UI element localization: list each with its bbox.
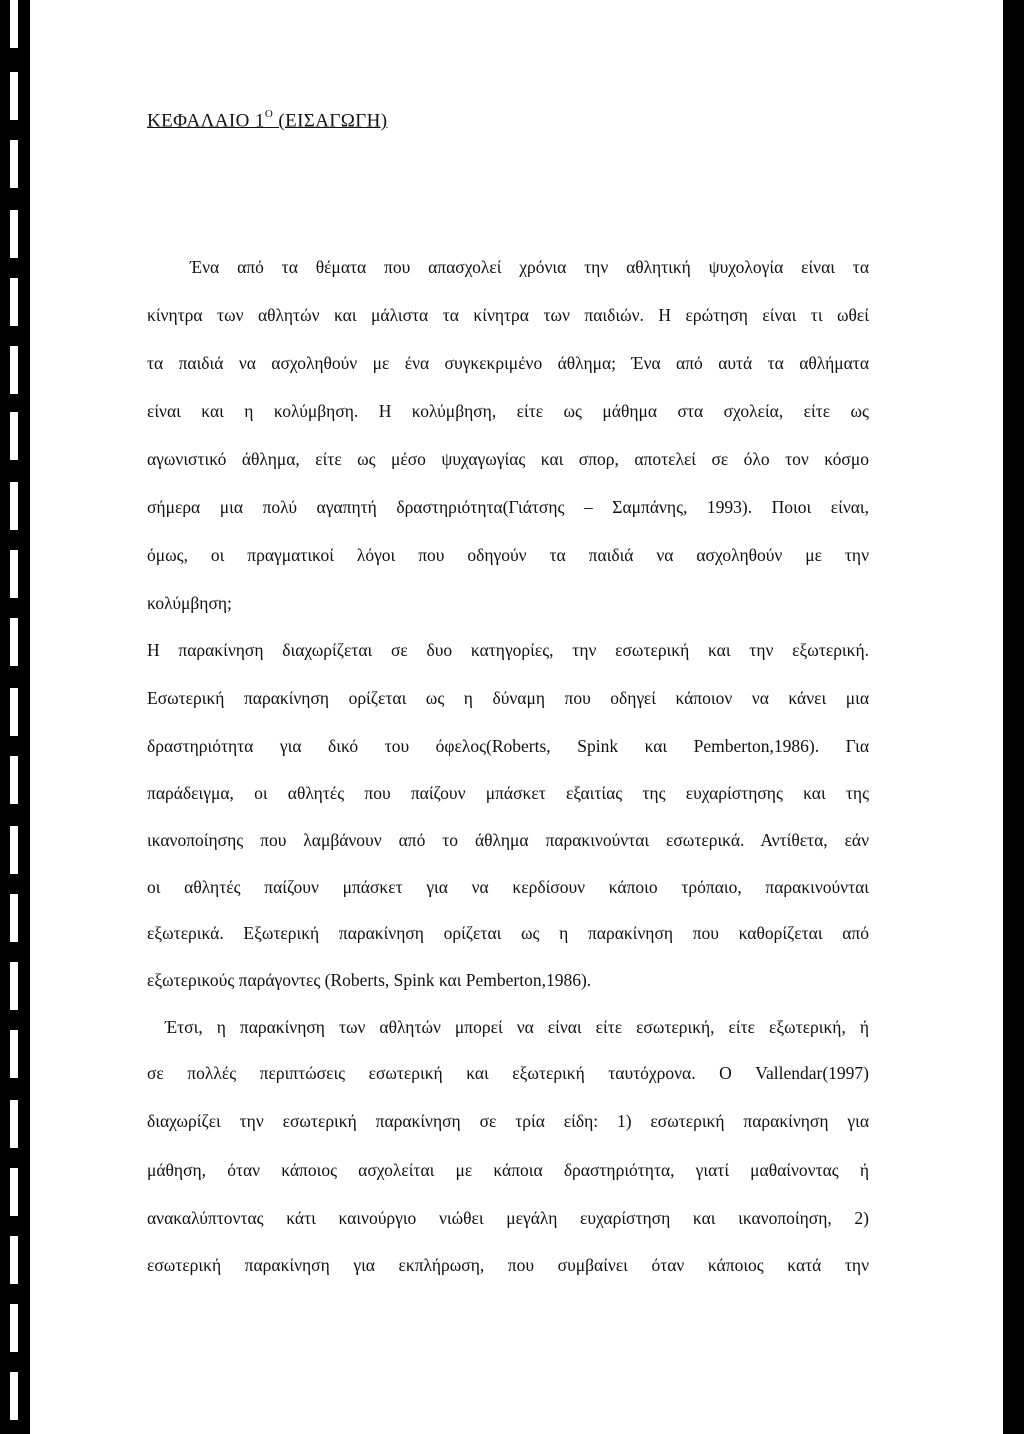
sprocket-hole: [10, 1030, 18, 1078]
text-line: κίνητρα των αθλητών και μάλιστα τα κίνητρα των παιδιών. Η ερώτηση είναι τι ωθεί: [147, 305, 869, 325]
chapter-heading-suffix: (ΕΙΣΑΓΩΓΗ): [273, 110, 388, 132]
text-line: μάθηση, όταν κάποιος ασχολείται με κάποια δραστηριότητα, γιατί μαθαίνοντας ή: [147, 1160, 869, 1180]
text-line: οι αθλητές παίζουν μπάσκετ για να κερδίσουν κάποιο τρόπαιο, παρακινούνται: [147, 877, 869, 897]
sprocket-hole: [10, 1304, 18, 1352]
sprocket-hole: [10, 72, 18, 120]
text-line: Ένα από τα θέματα που απασχολεί χρόνια την αθλητική ψυχολογία είναι τα: [190, 257, 869, 277]
sprocket-hole: [10, 482, 18, 530]
text-line: εσωτερική παρακίνηση για εκπλήρωση, που συμβαίνει όταν κάποιος κατά την: [147, 1255, 869, 1275]
text-line: σήμερα μια πολύ αγαπητή δραστηριότητα(Γιάτσης – Σαμπάνης, 1993). Ποιοι είναι,: [147, 497, 869, 517]
sprocket-hole: [10, 346, 18, 394]
sprocket-hole: [10, 894, 18, 942]
text-line: είναι και η κολύμβηση. Η κολύμβηση, είτε ως μάθημα στα σχολεία, είτε ως: [147, 401, 869, 421]
text-line: κολύμβηση;: [147, 593, 232, 613]
chapter-heading-prefix: ΚΕΦΑΛΑΙΟ 1: [147, 110, 265, 132]
sprocket-hole: [10, 1372, 18, 1420]
text-line: ανακαλύπτοντας κάτι καινούργιο νιώθει μεγάλη ευχαρίστηση και ικανοποίηση, 2): [147, 1208, 869, 1228]
text-line: τα παιδιά να ασχοληθούν με ένα συγκεκριμένο άθλημα; Ένα από αυτά τα αθλήματα: [147, 353, 869, 373]
text-line: Έτσι, η παρακίνηση των αθλητών μπορεί να είναι είτε εσωτερική, είτε εξωτερική, ή: [165, 1017, 869, 1037]
text-line: σε πολλές περιπτώσεις εσωτερική και εξωτερική ταυτόχρονα. Ο Vallendar(1997): [147, 1063, 869, 1083]
sprocket-hole: [10, 756, 18, 804]
text-line: ικανοποίησης που λαμβάνουν από το άθλημα παρακινούνται εσωτερικά. Αντίθετα, εάν: [147, 830, 869, 850]
text-line: όμως, οι πραγματικοί λόγοι που οδηγούν τα παιδιά να ασχοληθούν με την: [147, 545, 869, 565]
sprocket-hole: [10, 962, 18, 1010]
sprocket-hole: [10, 1100, 18, 1148]
sprocket-hole: [10, 140, 18, 188]
sprocket-hole: [10, 412, 18, 460]
sprocket-hole: [10, 210, 18, 258]
film-strip-left: [0, 0, 30, 1434]
text-line: Εσωτερική παρακίνηση ορίζεται ως η δύναμη που οδηγεί κάποιον να κάνει μια: [147, 688, 869, 708]
text-line: δραστηριότητα για δικό του όφελος(Roberts, Spink και Pemberton,1986). Για: [147, 736, 869, 756]
chapter-heading-superscript: Ο: [264, 108, 274, 120]
text-line: παράδειγμα, οι αθλητές που παίζουν μπάσκετ εξαιτίας της ευχαρίστησης και της: [147, 783, 869, 803]
sprocket-hole: [10, 1236, 18, 1284]
text-line: εξωτερικούς παράγοντες (Roberts, Spink και Pemberton,1986).: [147, 970, 592, 990]
chapter-heading: [147, 110, 388, 132]
sprocket-hole: [10, 688, 18, 736]
film-strip-right: [1003, 0, 1024, 1434]
sprocket-hole: [10, 550, 18, 598]
text-line: Η παρακίνηση διαχωρίζεται σε δυο κατηγορίες, την εσωτερική και την εξωτερική.: [147, 640, 869, 660]
sprocket-hole: [10, 1168, 18, 1216]
sprocket-hole: [10, 278, 18, 326]
text-line: αγωνιστικό άθλημα, είτε ως μέσο ψυχαγωγίας και σπορ, αποτελεί σε όλο τον κόσμο: [147, 449, 869, 469]
text-line: διαχωρίζει την εσωτερική παρακίνηση σε τρία είδη: 1) εσωτερική παρακίνηση για: [147, 1111, 869, 1131]
sprocket-hole: [10, 618, 18, 666]
text-line: εξωτερικά. Εξωτερική παρακίνηση ορίζεται ως η παρακίνηση που καθορίζεται από: [147, 923, 869, 943]
sprocket-hole: [10, 826, 18, 874]
sprocket-hole: [10, 0, 18, 48]
